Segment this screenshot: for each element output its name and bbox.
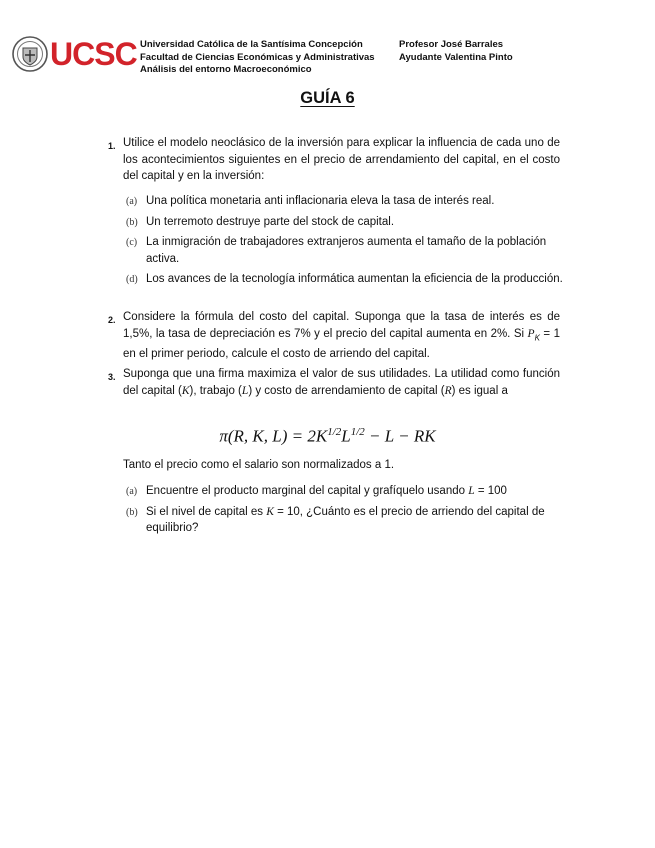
professor-name: Profesor José Barrales bbox=[399, 39, 504, 50]
profit-formula: π(R, K, $L) = 2K^{1/2}L^{1/2} - L$ − RK bbox=[219, 426, 436, 446]
list-item: (a) Una política monetaria anti inflacionaria eleva la tasa de interés real. bbox=[126, 195, 495, 207]
institution-block bbox=[140, 39, 375, 77]
question-number: 2. bbox=[108, 315, 116, 325]
list-item: (a) Encuentre el producto marginal del capital y grafíquelo usando L = 100 bbox=[126, 485, 507, 497]
question-text: Considere la fórmula del costo del capital. Suponga que la tasa de interés es de 1,5%, la tasa de depreciación es 7% y el precio del capital aumenta en 2%. Si $P_K = 1$ en el primer periodo, calcule el costo de arriendo del capital. bbox=[123, 311, 560, 361]
question-number: 1. bbox=[108, 141, 116, 151]
question-3 bbox=[108, 366, 560, 399]
question-text: Utilice el modelo neoclásico de la inversión para explicar la influencia de cada uno de los acontecimientos siguientes en el precio de arrendamiento del capital, en el costo del capital y en la inversión: bbox=[123, 137, 560, 182]
normalization-note: Tanto el precio como el salario son normalizados a 1. bbox=[123, 459, 395, 471]
question-3-items bbox=[126, 483, 566, 541]
faculty-name: Facultad de Ciencias Económicas y Administrativas bbox=[140, 51, 375, 63]
course-name: Análisis del entorno Macroeconómico bbox=[140, 64, 312, 75]
brand-logo: UCSC bbox=[50, 36, 137, 72]
question-1 bbox=[108, 135, 560, 185]
question-text: Suponga que una firma maximiza el valor de sus utilidades. La utilidad como función del capital (K), trabajo (L) y costo de arrendamiento de capital (R) es igual a bbox=[123, 368, 560, 397]
list-item: (d) Los avances de la tecnología informática aumentan la eficiencia de la producción. bbox=[126, 273, 563, 285]
staff-block bbox=[399, 39, 513, 64]
university-seal-icon bbox=[12, 36, 48, 72]
assistant-name: Ayudante Valentina Pinto bbox=[399, 51, 513, 63]
list-item: (b) Un terremoto destruye parte del stock de capital. bbox=[126, 215, 395, 228]
university-name: Universidad Católica de la Santísima Concepción bbox=[140, 39, 363, 50]
list-item: (c) La inmigración de trabajadores extranjeros aumenta el tamaño de la población activa. bbox=[126, 236, 547, 265]
page-title: GUÍA 6 bbox=[300, 89, 355, 107]
question-2 bbox=[108, 309, 560, 363]
question-number: 3. bbox=[108, 372, 116, 382]
question-1-items bbox=[126, 193, 566, 292]
list-item: (b) Si el nivel de capital es K = 10, ¿Cuánto es el precio de arriendo del capital de equilibrio? bbox=[126, 505, 545, 534]
